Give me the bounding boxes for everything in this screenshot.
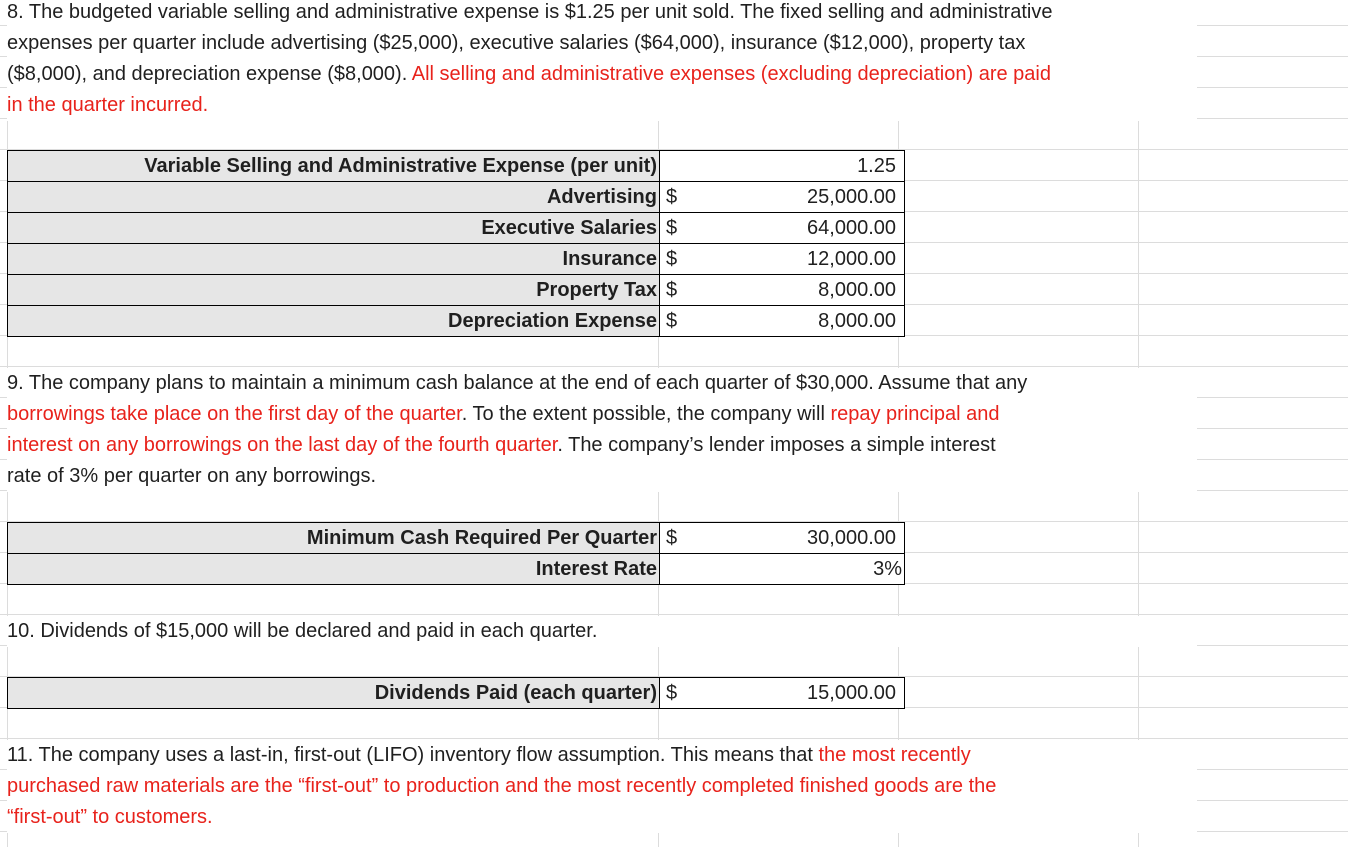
note-9-text: . The company’s lender imposes a simple interest (557, 434, 996, 456)
row-label-cell[interactable] (7, 305, 661, 337)
note-11-highlight: the most recently (818, 744, 971, 766)
note-11-line-1 (7, 740, 1197, 771)
note-11-line-2: purchased raw materials are the “first-out” to production and the most recently completed finished goods are the (7, 775, 997, 797)
currency-symbol-cell[interactable]: $ (660, 181, 686, 213)
row-label: Dividends Paid (each quarter) (374, 682, 657, 704)
note-9[interactable] (7, 368, 1197, 492)
note-9-line-4: rate of 3% per quarter on any borrowings. (7, 465, 377, 487)
row-label-cell[interactable] (7, 274, 661, 306)
currency-symbol-cell[interactable]: $ (660, 305, 686, 337)
row-label: Depreciation Expense (448, 310, 657, 332)
note-11-text: 11. The company uses a last-in, first-out (LIFO) inventory flow assumption. This means that (7, 744, 819, 766)
row-label-cell[interactable] (7, 553, 661, 585)
note-8-line-2: expenses per quarter include advertising ($25,000), executive salaries ($64,000), insurance ($12,000), property tax (7, 32, 1026, 54)
row-value-cell[interactable]: 8,000.00 (686, 305, 905, 337)
row-value-cell[interactable]: 3% (686, 553, 905, 585)
currency-symbol-cell[interactable]: $ (660, 212, 686, 244)
row-label: Insurance (562, 248, 657, 270)
note-10[interactable] (7, 616, 1197, 647)
row-label-cell[interactable] (7, 150, 661, 182)
note-9-line-1: 9. The company plans to maintain a minimum cash balance at the end of each quarter of $30,000. Assume that any (7, 372, 1028, 394)
row-value-cell[interactable]: 25,000.00 (686, 181, 905, 213)
currency-symbol-cell[interactable]: $ (660, 677, 686, 709)
note-8-highlight: All selling and administrative expenses (excluding depreciation) are paid (411, 63, 1051, 85)
row-value-cell[interactable]: 12,000.00 (686, 243, 905, 275)
row-label: Executive Salaries (481, 217, 657, 239)
currency-symbol-cell[interactable]: $ (660, 274, 686, 306)
row-label-cell[interactable] (7, 522, 661, 554)
currency-symbol-cell[interactable]: $ (660, 243, 686, 275)
row-value-cell[interactable]: 1.25 (686, 150, 905, 182)
note-10-line-1: 10. Dividends of $15,000 will be declared and paid in each quarter. (7, 620, 598, 642)
row-label-cell[interactable] (7, 677, 661, 709)
row-label-cell[interactable] (7, 243, 661, 275)
note-9-line-3 (7, 430, 1197, 461)
row-value-cell[interactable]: 15,000.00 (686, 677, 905, 709)
note-11-line-3: “first-out” to customers. (7, 806, 213, 828)
row-label: Minimum Cash Required Per Quarter (306, 527, 657, 549)
note-11[interactable] (7, 740, 1197, 833)
note-9-line-2 (7, 399, 1197, 430)
currency-symbol-cell[interactable] (660, 150, 686, 182)
note-9-highlight: interest on any borrowings on the last day of the fourth quarter (7, 434, 558, 456)
row-label: Interest Rate (535, 558, 657, 580)
row-label-cell[interactable] (7, 181, 661, 213)
row-value-cell[interactable]: 30,000.00 (686, 522, 905, 554)
note-8[interactable] (7, 0, 1197, 121)
note-9-highlight: repay principal and (830, 403, 1000, 425)
row-label: Variable Selling and Administrative Expense (per unit) (144, 155, 657, 177)
row-label: Property Tax (536, 279, 657, 301)
row-label: Advertising (546, 186, 657, 208)
note-8-line-4: in the quarter incurred. (7, 94, 209, 116)
note-9-highlight: borrowings take place on the first day of the quarter (7, 403, 462, 425)
row-value-cell[interactable]: 64,000.00 (686, 212, 905, 244)
currency-symbol-cell[interactable] (660, 553, 686, 585)
note-8-line-1: 8. The budgeted variable selling and administrative expense is $1.25 per unit sold. The fixed selling and administrative (7, 1, 1053, 23)
note-8-line-3 (7, 59, 1197, 90)
note-9-text: . To the extent possible, the company will (461, 403, 831, 425)
row-label-cell[interactable] (7, 212, 661, 244)
note-8-text: ($8,000), and depreciation expense ($8,000). (7, 63, 412, 85)
row-value-cell[interactable]: 8,000.00 (686, 274, 905, 306)
currency-symbol-cell[interactable]: $ (660, 522, 686, 554)
